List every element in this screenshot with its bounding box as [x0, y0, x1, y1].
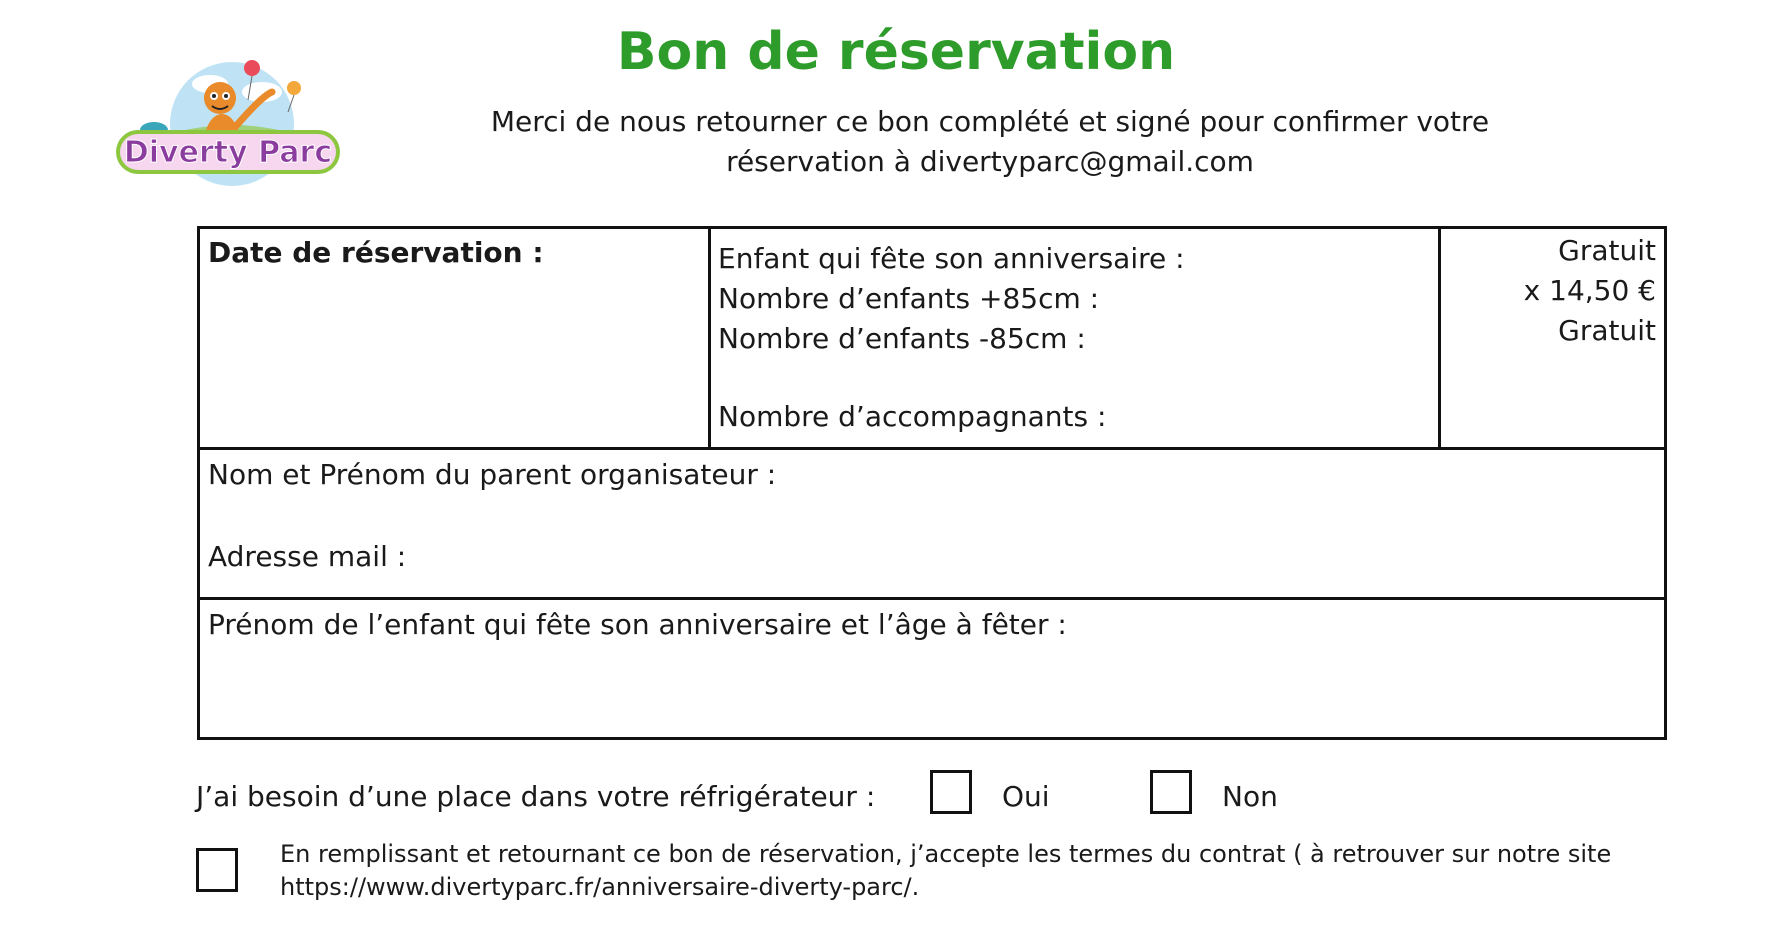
- divider-participants-prices: [1438, 229, 1441, 447]
- svg-text:Diverty Parc: Diverty Parc: [123, 135, 333, 170]
- divider-row-1: [200, 447, 1664, 450]
- date-field[interactable]: [208, 233, 698, 443]
- participants-field[interactable]: [718, 239, 1428, 444]
- fridge-yes-label: Oui: [1002, 780, 1050, 813]
- terms-text: [280, 838, 1680, 904]
- date-label: Date de réservation :: [208, 236, 544, 269]
- price-kids-under-85: Gratuit: [1558, 314, 1656, 347]
- parent-name-label: Nom et Prénom du parent organisateur :: [208, 458, 777, 491]
- fridge-question-label: J’ai besoin d’une place dans votre réfrigérateur :: [196, 780, 876, 813]
- page-subtitle: [440, 102, 1540, 182]
- birthday-child-label: Enfant qui fête son anniversaire :: [718, 242, 1185, 275]
- terms-link[interactable]: https://www.divertyparc.fr/anniversaire-diverty-parc/.: [280, 873, 920, 901]
- fridge-no-checkbox[interactable]: [1150, 770, 1192, 814]
- parent-info-field[interactable]: [208, 455, 1648, 595]
- child-info-field[interactable]: [208, 605, 1648, 735]
- divider-row-2: [200, 597, 1664, 600]
- child-label: Prénom de l’enfant qui fête son anniversaire et l’âge à fêter :: [208, 608, 1067, 641]
- terms-checkbox[interactable]: [196, 848, 238, 892]
- price-birthday-child: Gratuit: [1558, 234, 1656, 267]
- page-title: Bon de réservation: [616, 22, 1176, 82]
- fridge-no-label: Non: [1222, 780, 1278, 813]
- subtitle-line-2: réservation à divertyparc@gmail.com: [726, 145, 1254, 178]
- email-label: Adresse mail :: [208, 540, 407, 573]
- reservation-form-table: [197, 226, 1667, 740]
- subtitle-line-1: Merci de nous retourner ce bon complété et signé pour confirmer votre: [490, 105, 1490, 138]
- price-kids-over-85: x 14,50 €: [1523, 274, 1656, 307]
- companions-label: Nombre d’accompagnants :: [718, 400, 1107, 433]
- kids-under-85-label: Nombre d’enfants -85cm :: [718, 322, 1086, 355]
- kids-over-85-label: Nombre d’enfants +85cm :: [718, 282, 1100, 315]
- divider-date-participants: [708, 229, 711, 447]
- fridge-yes-checkbox[interactable]: [930, 770, 972, 814]
- terms-line-1: En remplissant et retournant ce bon de réservation, j’accepte les termes du contrat ( à retrouver sur notre site: [280, 840, 1612, 868]
- prices-column: [1444, 231, 1656, 441]
